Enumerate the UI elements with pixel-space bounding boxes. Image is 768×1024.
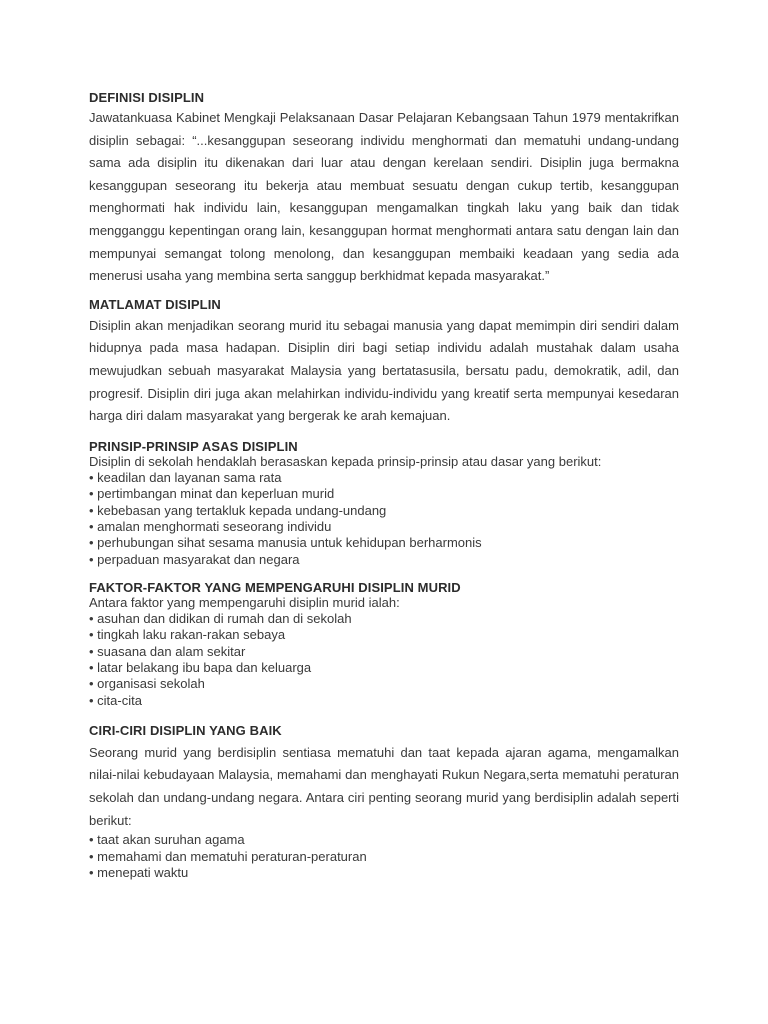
section-matlamat-disiplin — [89, 297, 679, 428]
section-paragraph: Jawatankuasa Kabinet Mengkaji Pelaksanaan Dasar Pelajaran Kebangsaan Tahun 1979 mentakrifkan disiplin sebagai: “...kesanggupan seseorang individu menghormati dan mematuhi undang-undang sama ada disiplin itu dikenakan dari luar atau dengan kerelaan sendiri. Disiplin juga bermakna kesanggupan seseorang itu bekerja atau membuat sesuatu dengan cukup tertib, kesanggupan menghormati hak individu lain, kesanggupan mengamalkan tingkah laku yang baik dan tidak mengganggu kepentingan orang lain, kesanggupan hormat menghormati antara satu dengan lain dan mempunyai semangat tolong menolong, dan kesanggupan membaiki keadaan yang sedia ada menerusi usaha yang membina serta sanggup berkhidmat kepada masyarakat.” — [89, 110, 679, 284]
section-heading: FAKTOR-FAKTOR YANG MEMPENGARUHI DISIPLIN MURID — [89, 579, 461, 595]
list-item: • organisasi sekolah — [89, 676, 679, 692]
bullet-list — [89, 470, 679, 568]
bullet-list — [89, 611, 679, 709]
list-item: • cita-cita — [89, 693, 679, 709]
section-prinsip-asas-disiplin — [89, 439, 679, 568]
list-item: • amalan menghormati seseorang individu — [89, 519, 679, 535]
list-item: • keadilan dan layanan sama rata — [89, 470, 679, 486]
list-item: • kebebasan yang tertakluk kepada undang-undang — [89, 503, 679, 519]
list-item: • perpaduan masyarakat dan negara — [89, 552, 679, 568]
bullet-list — [89, 832, 679, 881]
section-definisi-disiplin — [89, 90, 679, 288]
section-heading: DEFINISI DISIPLIN — [89, 90, 205, 105]
list-item: • perhubungan sihat sesama manusia untuk kehidupan berharmonis — [89, 535, 679, 551]
list-item: • pertimbangan minat dan keperluan murid — [89, 486, 679, 502]
section-intro: Antara faktor yang mempengaruhi disiplin murid ialah: — [89, 594, 400, 610]
list-item: • memahami dan mematuhi peraturan-peraturan — [89, 849, 679, 865]
list-item: • latar belakang ibu bapa dan keluarga — [89, 660, 679, 676]
list-item: • tingkah laku rakan-rakan sebaya — [89, 627, 679, 643]
list-item: • menepati waktu — [89, 865, 679, 881]
list-item: • asuhan dan didikan di rumah dan di sekolah — [89, 611, 679, 627]
document-content — [89, 90, 679, 881]
section-ciri-disiplin-baik — [89, 723, 679, 881]
list-item: • taat akan suruhan agama — [89, 832, 679, 848]
section-paragraph: Disiplin akan menjadikan seorang murid itu sebagai manusia yang dapat memimpin diri sendiri dalam hidupnya pada masa hadapan. Disiplin diri bagi setiap individu adalah mustahak dalam usaha mewujudkan sebuah masyarakat Malaysia yang bertatasusila, bersatu padu, demokratik, adil, dan progresif. Disiplin diri juga akan melahirkan individu-individu yang kreatif serta mempunyai kesedaran harga diri dalam masyarakat yang bergerak ke arah kemajuan. — [89, 317, 679, 424]
section-paragraph: Seorang murid yang berdisiplin sentiasa mematuhi dan taat kepada ajaran agama, mengamalkan nilai-nilai kebudayaan Malaysia, memahami dan menghayati Rukun Negara,serta mematuhi peraturan sekolah dan undang-undang negara. Antara ciri penting seorang murid yang berdisiplin adalah seperti berikut: — [89, 744, 679, 828]
section-heading: PRINSIP-PRINSIP ASAS DISIPLIN — [89, 438, 298, 454]
section-heading: CIRI-CIRI DISIPLIN YANG BAIK — [89, 722, 282, 738]
list-item: • suasana dan alam sekitar — [89, 644, 679, 660]
section-intro: Disiplin di sekolah hendaklah berasaskan kepada prinsip-prinsip atau dasar yang berikut: — [89, 453, 602, 469]
section-faktor-disiplin-murid — [89, 580, 679, 709]
section-heading: MATLAMAT DISIPLIN — [89, 296, 221, 312]
